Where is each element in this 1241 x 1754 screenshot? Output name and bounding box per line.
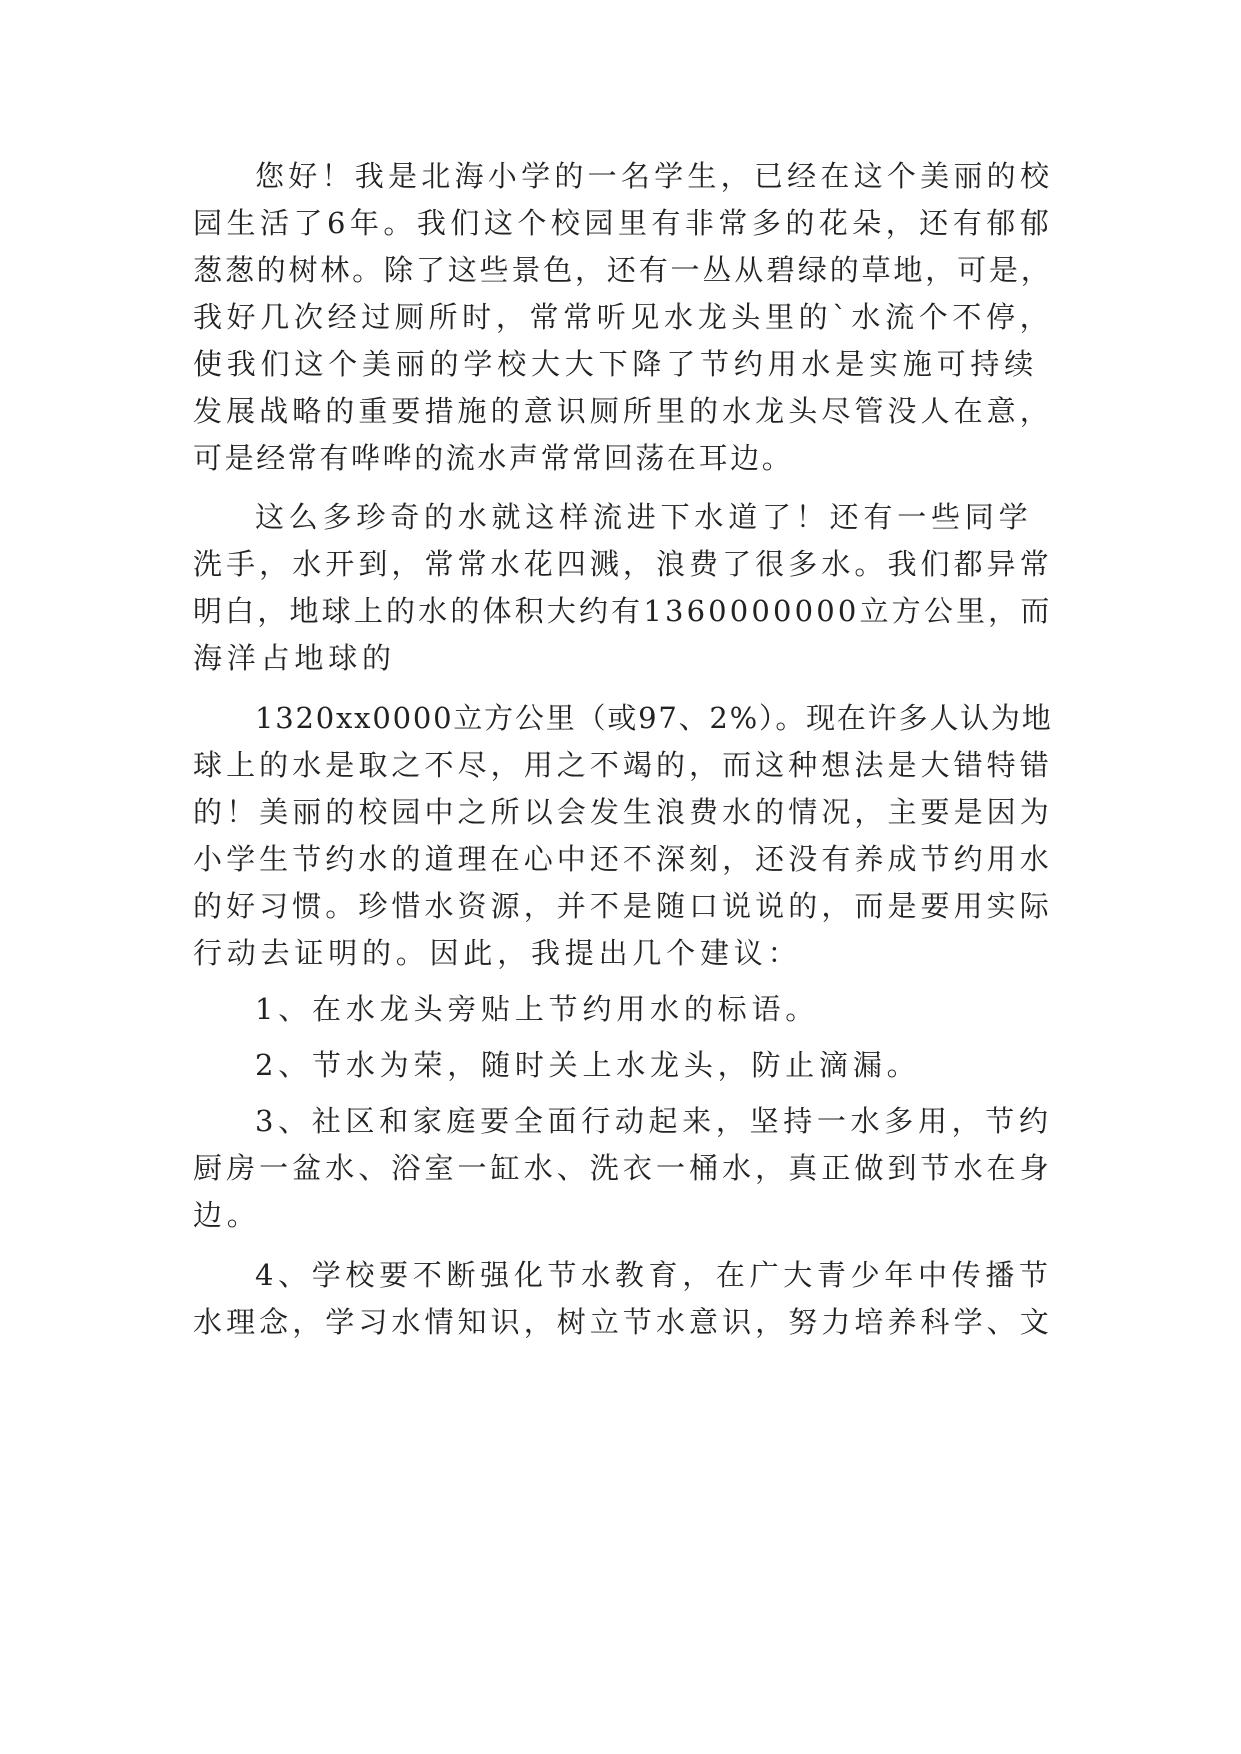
paragraph-1-line-7: 可是经常有哗哗的流水声常常回荡在耳边。 <box>193 441 794 475</box>
paragraph-1-line-1: 您好！我是北海小学的一名学生，已经在这个美丽的校 <box>255 159 1054 193</box>
paragraph-2-line-3: 明白，地球上的水的体积大约有1360000000立方公里，而 <box>193 594 1053 628</box>
paragraph-1-line-4: 我好几次经过厕所时，常常听见水龙头里的`水流个不停， <box>193 300 1054 334</box>
paragraph-1-line-6: 发展战略的重要措施的意识厕所里的水龙头尽管没人在意， <box>193 394 1053 428</box>
paragraph-2-line-4: 海洋占地球的 <box>193 641 396 675</box>
paragraph-3-line-5: 的好习惯。珍惜水资源，并不是随口说说的，而是要用实际 <box>193 889 1053 923</box>
paragraph-3-line-4: 小学生节约水的道理在心中还不深刻，还没有养成节约用水 <box>193 842 1053 876</box>
paragraph-3-line-6: 行动去证明的。因此，我提出几个建议： <box>193 936 802 970</box>
paragraph-3-line-3: 的！美丽的校园中之所以会发生浪费水的情况，主要是因为 <box>193 795 1053 829</box>
paragraph-1-line-3: 葱葱的树林。除了这些景色，还有一丛从碧绿的草地，可是， <box>193 253 1053 287</box>
suggestion-2: 2、节水为荣，随时关上水龙头，防止滴漏。 <box>255 1048 921 1082</box>
paragraph-3-line-1: 1320xx0000立方公里（或97、2%）。现在许多人认为地 <box>255 701 1053 735</box>
paragraph-1-line-2: 园生活了6年。我们这个校园里有非常多的花朵，还有郁郁 <box>193 206 1054 240</box>
suggestion-4-line-1: 4、学校要不断强化节水教育，在广大青少年中传播节 <box>255 1258 1053 1292</box>
paragraph-1-line-5: 使我们这个美丽的学校大大下降了节约用水是实施可持续 <box>193 347 1039 381</box>
suggestion-3-line-1: 3、社区和家庭要全面行动起来，坚持一水多用，节约 <box>255 1104 1053 1138</box>
suggestion-3-line-3: 边。 <box>193 1198 261 1232</box>
paragraph-2-line-2: 洗手，水开到，常常水花四溅，浪费了很多水。我们都异常 <box>193 547 1053 581</box>
paragraph-3-line-2: 球上的水是取之不尽，用之不竭的，而这种想法是大错特错 <box>193 748 1053 782</box>
paragraph-2-line-1: 这么多珍奇的水就这样流进下水道了！还有一些同学 <box>255 500 1033 534</box>
suggestion-1: 1、在水龙头旁贴上节约用水的标语。 <box>255 992 820 1026</box>
suggestion-3-line-2: 厨房一盆水、浴室一缸水、洗衣一桶水，真正做到节水在身 <box>193 1151 1053 1185</box>
suggestion-4-line-2: 水理念，学习水情知识，树立节水意识，努力培养科学、文 <box>193 1305 1053 1339</box>
